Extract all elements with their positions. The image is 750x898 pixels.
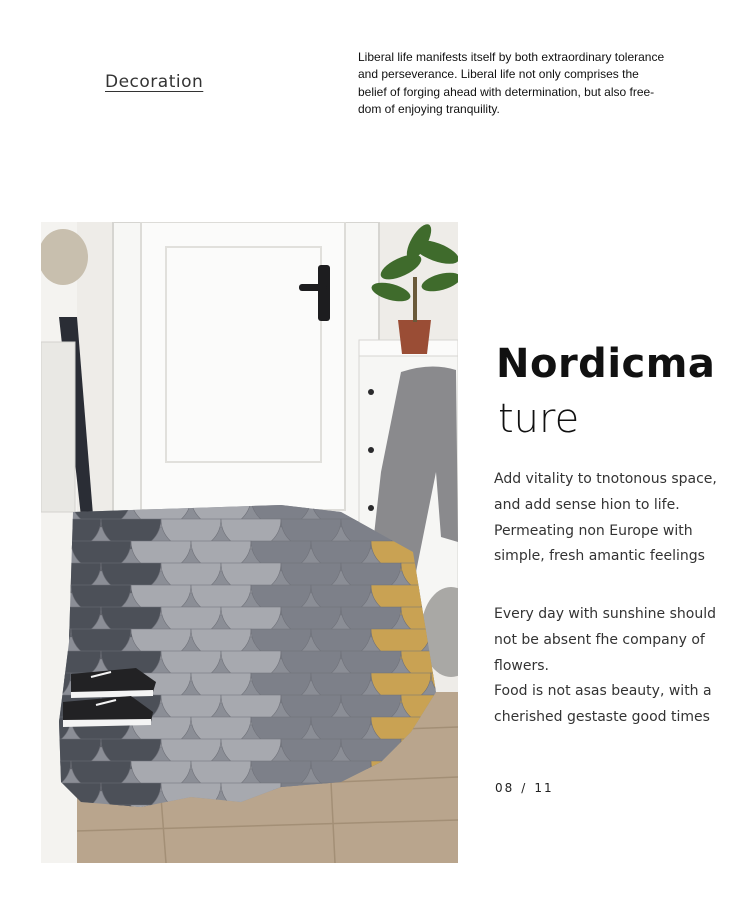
description-line: Every day with sunshine should: [494, 606, 717, 622]
page-total: 11: [534, 781, 554, 795]
description-paragraph-2: [494, 602, 739, 731]
description-line: Add vitality to tnotonous space,: [494, 471, 717, 487]
product-photo: [41, 222, 458, 863]
intro-line: dom of enjoying tranquility.: [358, 101, 500, 116]
description-line: cherished gestaste good times: [494, 709, 710, 726]
intro-line: and perseverance. Liberal life not only comprises the: [358, 67, 639, 82]
product-title-line-1: Nordicma: [496, 341, 716, 387]
description-line: and add sense hion to life.: [494, 496, 680, 513]
intro-line: belief of forging ahead with determination, but also free-: [358, 84, 655, 99]
description-line: Permeating non Europe with: [494, 522, 693, 539]
description-line: Food is not asas beauty, with a: [494, 683, 712, 700]
section-label: Decoration: [105, 72, 204, 92]
intro-line: Liberal life manifests itself by both extraordinary tolerance: [358, 50, 665, 64]
description-line: simple, fresh amantic feelings: [494, 548, 705, 565]
doormat-scene-illustration: [41, 222, 458, 863]
door-handle: [299, 284, 327, 291]
tote-bag: [41, 342, 75, 512]
page-indicator: [495, 781, 554, 795]
plant-pot: [398, 320, 431, 354]
door: [141, 222, 345, 510]
description-paragraph-1: [494, 467, 739, 570]
page-current: 08: [495, 781, 515, 795]
intro-text: [358, 49, 668, 118]
door-handle-plate: [318, 265, 330, 321]
page-separator: /: [521, 781, 528, 795]
product-title-line-2: ture: [498, 396, 580, 442]
description-line: not be absent fhe company of: [494, 631, 705, 648]
description-line: flowers.: [494, 657, 549, 674]
